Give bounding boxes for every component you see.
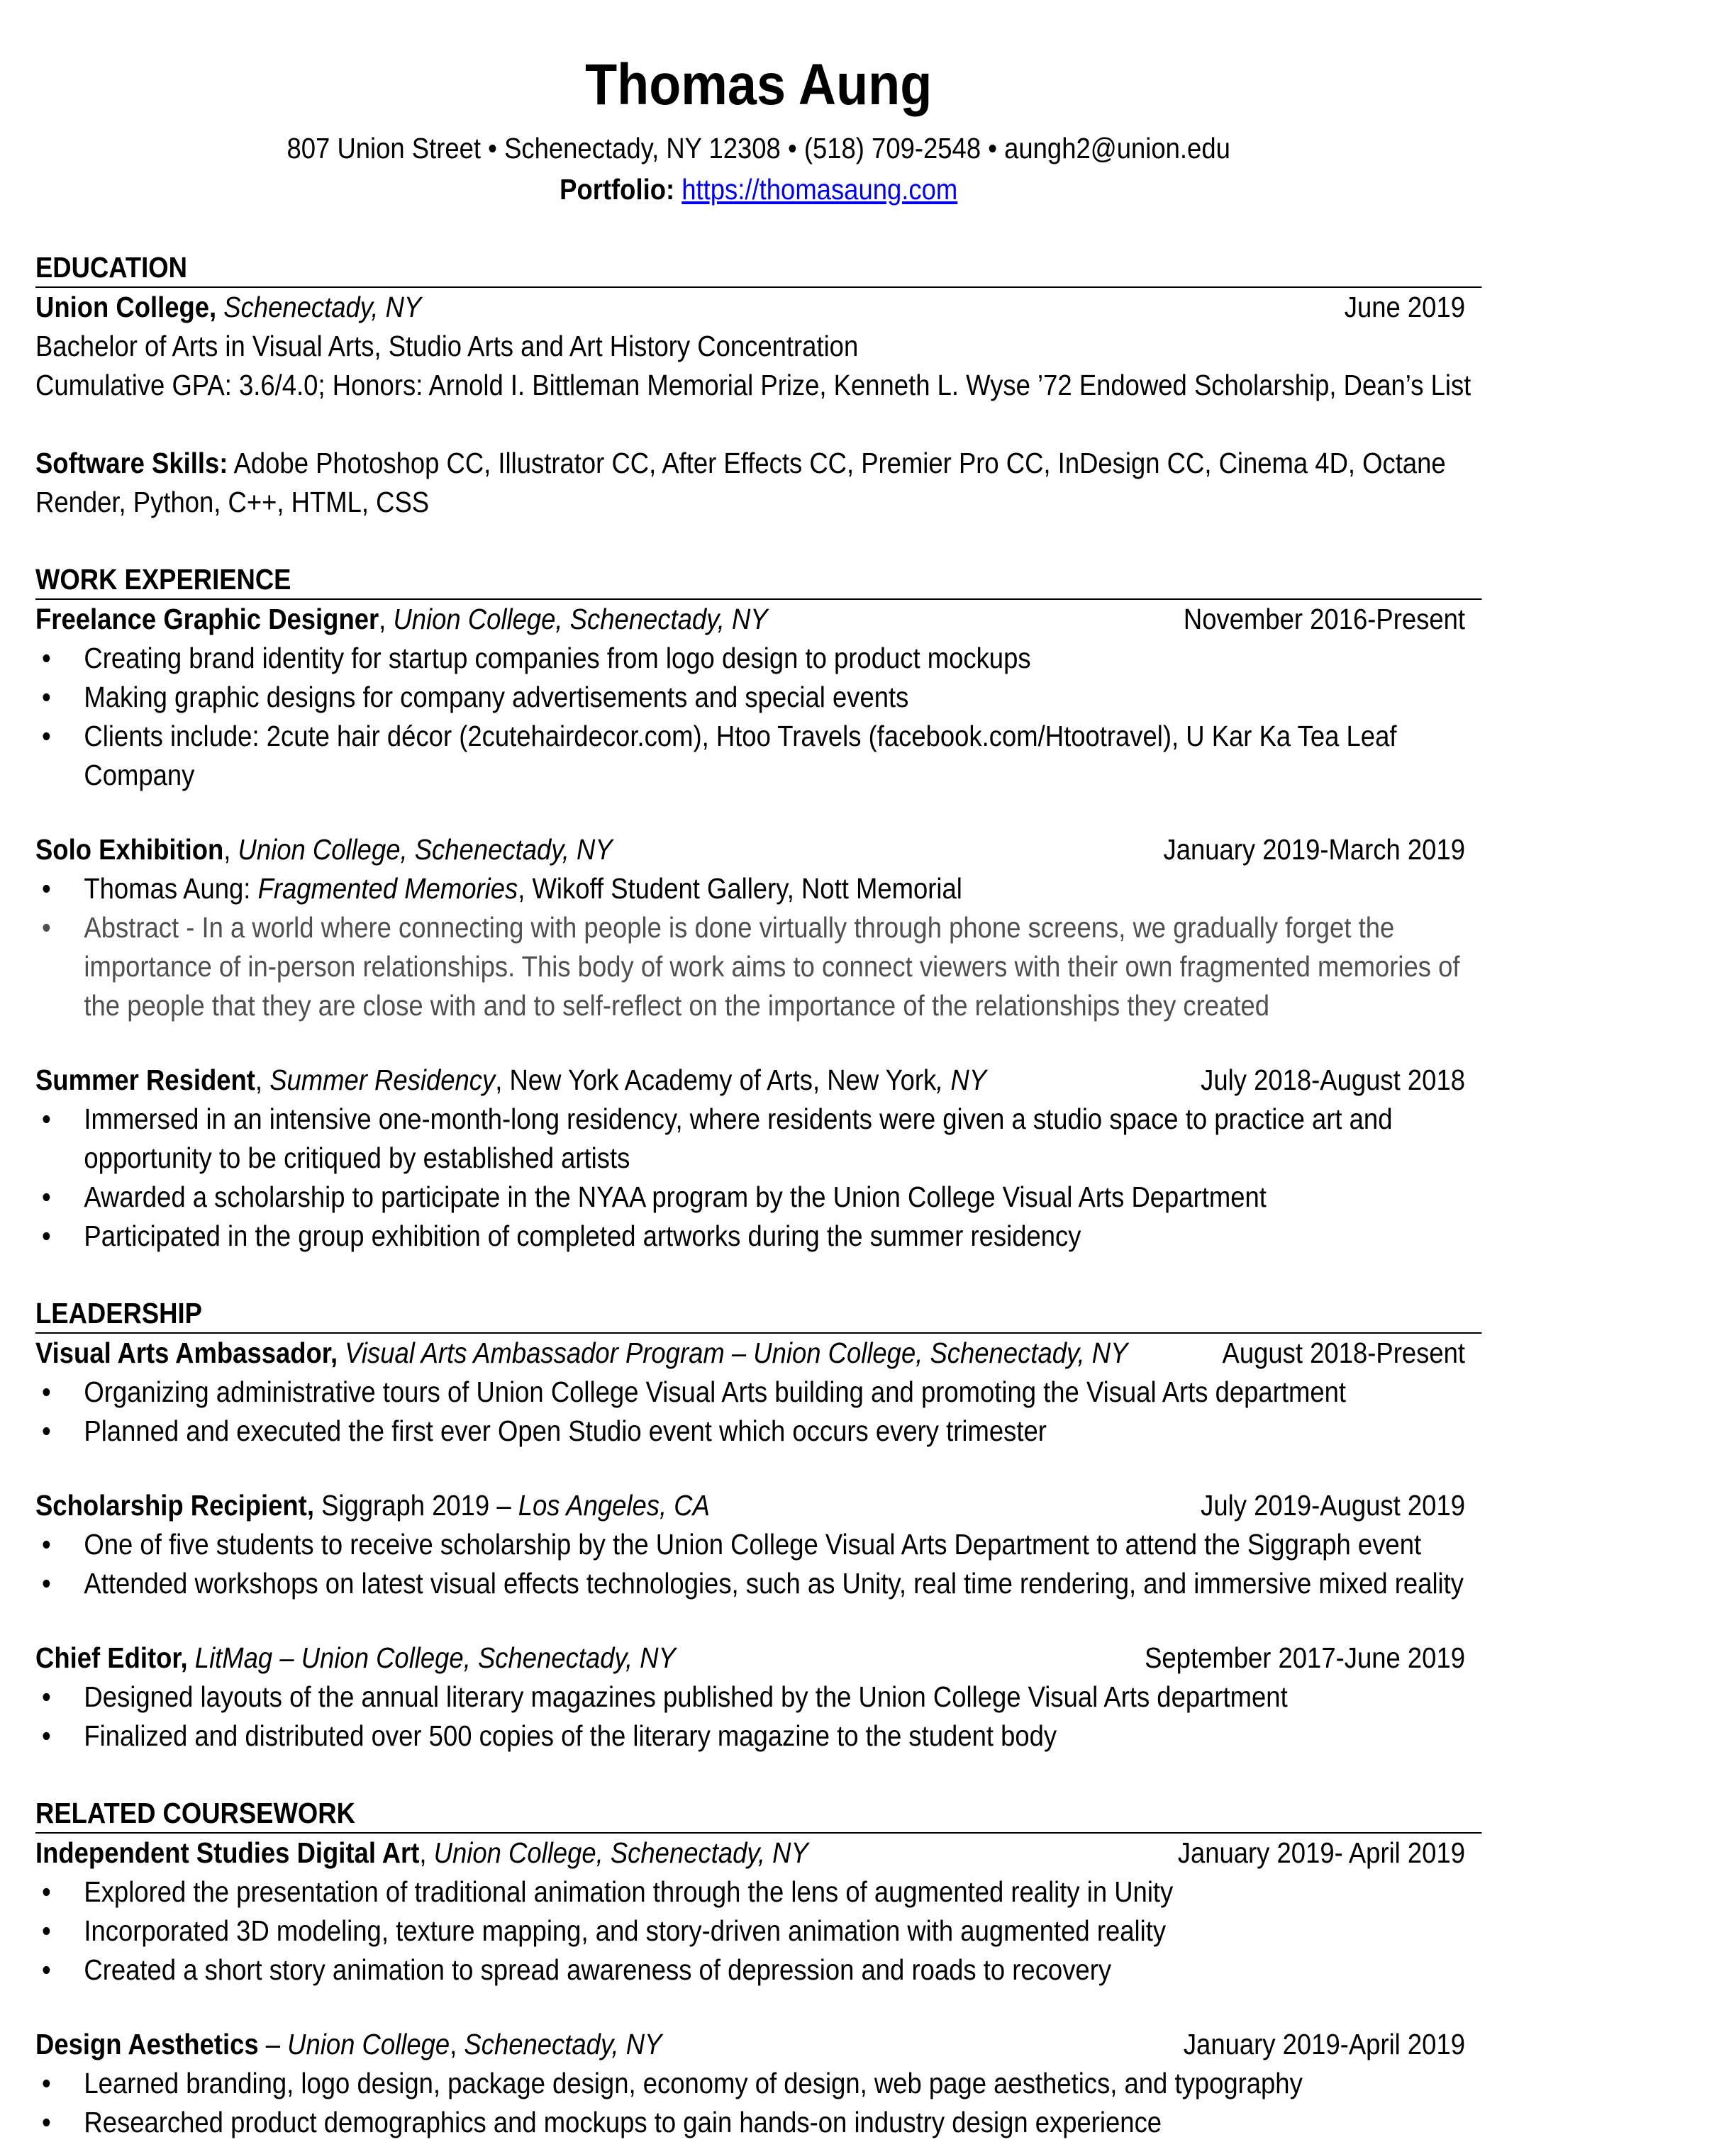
coursework-entry-design-aesthetics — [35, 2025, 1481, 2142]
organization: LitMag – Union College, Schenectady, NY — [194, 1641, 676, 1674]
education-date: June 2019 — [1344, 291, 1465, 323]
list-item: • Researched product demographics and mockups to gain hands-on industry design experience — [35, 2103, 1481, 2142]
work-entry-summer-resident — [35, 1061, 1481, 1256]
role: Freelance Graphic Designer — [35, 603, 379, 635]
role: Scholarship Recipient, — [35, 1489, 314, 1522]
work-entry-solo-exhibition — [35, 830, 1481, 1025]
leadership-entry-chief-editor — [35, 1639, 1481, 1756]
resume-page — [35, 50, 1481, 2142]
bullet-list — [35, 2064, 1481, 2142]
organization-location: Schenectady, NY — [464, 2028, 662, 2060]
entry-role-org — [35, 1486, 710, 1525]
list-item: • Attended workshops on latest visual effects technologies, such as Unity, real time rendering, and immersive mixed reality — [35, 1564, 1481, 1603]
bullet-list — [35, 1678, 1481, 1756]
organization: Los Angeles, CA — [518, 1489, 710, 1522]
separator: , — [419, 1836, 434, 1869]
bullet-list — [35, 1525, 1481, 1603]
section-title-work-experience: WORK EXPERIENCE — [35, 560, 1481, 600]
list-item: • One of five students to receive scholarship by the Union College Visual Arts Department to attend the Siggraph event — [35, 1525, 1481, 1564]
list-item: • Planned and executed the first ever Open Studio event which occurs every trimester — [35, 1412, 1481, 1451]
coursework-entry-independent-studies — [35, 1834, 1481, 1990]
entry-date: July 2018-August 2018 — [1201, 1064, 1465, 1096]
list-item: • Awarded a scholarship to participate in the NYAA program by the Union College Visual Arts Department — [35, 1178, 1481, 1217]
organization-state: , NY — [936, 1064, 987, 1096]
list-item: • Abstract - In a world where connecting with people is done virtually through phone screens, we gradually forget the importance of in-person relationships. This body of work aims to connect viewers with their own fragmented memories of the people that they are close with and to self-reflect on the importance of the relationships they created — [35, 908, 1481, 1025]
education-institution — [35, 288, 421, 327]
gpa-honors: Cumulative GPA: 3.6/4.0; Honors: Arnold I. Bittleman Memorial Prize, Kenneth L. Wyse ’72 Endowed Scholarship, Dean’s List — [35, 369, 1471, 401]
skills-label: Software Skills: — [35, 447, 228, 479]
section-title-leadership: LEADERSHIP — [35, 1294, 1481, 1334]
entry-header — [35, 2025, 1481, 2064]
bullet-list — [35, 869, 1481, 1025]
exhibition-title: Fragmented Memories — [257, 872, 518, 905]
course: Independent Studies Digital Art — [35, 1836, 420, 1869]
entry-role-org — [35, 830, 613, 869]
entry-date: August 2018-Present — [1222, 1337, 1465, 1369]
entry-date: January 2019-March 2019 — [1163, 833, 1465, 866]
section-title-education: EDUCATION — [35, 248, 1481, 288]
entry-header — [35, 1834, 1481, 1873]
list-item: • Finalized and distributed over 500 copies of the literary magazine to the student body — [35, 1717, 1481, 1756]
entry-role-org — [35, 1061, 986, 1100]
leadership-entry-ambassador — [35, 1334, 1481, 1451]
entry-header — [35, 830, 1481, 869]
list-item: • Designed layouts of the annual literary magazines published by the Union College Visual Arts department — [35, 1678, 1481, 1717]
role: Chief Editor, — [35, 1641, 188, 1674]
education-entry-header — [35, 288, 1481, 327]
degree: Bachelor of Arts in Visual Arts, Studio Arts and Art History Concentration — [35, 330, 859, 362]
list-item: • Learned branding, logo design, package design, economy of design, web page aesthetics, and typography — [35, 2064, 1481, 2103]
leadership-entry-scholarship — [35, 1486, 1481, 1603]
list-item: • Organizing administrative tours of Union College Visual Arts building and promoting the Visual Arts department — [35, 1373, 1481, 1412]
bullet-list — [35, 639, 1481, 795]
role: Solo Exhibition — [35, 833, 224, 866]
portfolio-link[interactable]: https://thomasaung.com — [681, 173, 958, 206]
entry-header — [35, 1061, 1481, 1100]
entry-role-org — [35, 600, 768, 639]
separator: , — [450, 2028, 464, 2060]
candidate-name: Thomas Aung — [585, 52, 933, 117]
entry-role-org — [35, 2025, 662, 2064]
entry-date: November 2016-Present — [1183, 603, 1465, 635]
exhibition-venue: , Wikoff Student Gallery, Nott Memorial — [518, 872, 962, 905]
skills-list: Adobe Photoshop CC, Illustrator CC, After Effects CC, Premier Pro CC, InDesign CC, Cinema 4D, Octane Render, Python, C++, HTML, CSS — [35, 447, 1446, 518]
list-item: • Created a short story animation to spread awareness of depression and roads to recovery — [35, 1951, 1481, 1990]
entry-role-org — [35, 1834, 808, 1873]
entry-date: January 2019-April 2019 — [1183, 2028, 1465, 2060]
bullet-list — [35, 1873, 1481, 1990]
bullet-list — [35, 1373, 1481, 1451]
organization: Union College, Schenectady, NY — [238, 833, 613, 866]
entry-date: July 2019-August 2019 — [1201, 1489, 1465, 1522]
organization: Summer Residency — [269, 1064, 496, 1096]
organization: Union College, Schenectady, NY — [433, 1836, 808, 1869]
list-item — [35, 869, 1481, 908]
list-item: • Creating brand identity for startup companies from logo design to product mockups — [35, 639, 1481, 678]
portfolio-line — [35, 169, 1481, 210]
contact-line: 807 Union Street • Schenectady, NY 12308 • (518) 709-2548 • aungh2@union.edu — [286, 132, 1230, 164]
work-entry-freelance — [35, 600, 1481, 795]
course: Design Aesthetics — [35, 2028, 259, 2060]
organization: Union College — [287, 2028, 450, 2060]
separator: , — [255, 1064, 270, 1096]
entry-role-org — [35, 1334, 1128, 1373]
separator: – — [258, 2028, 288, 2060]
organization: Visual Arts Ambassador Program – Union College, Schenectady, NY — [345, 1337, 1128, 1369]
separator: , — [379, 603, 394, 635]
organization-plain: Siggraph 2019 – — [321, 1489, 518, 1522]
organization: Union College, Schenectady, NY — [393, 603, 768, 635]
role: Visual Arts Ambassador, — [35, 1337, 338, 1369]
entry-date: January 2019- April 2019 — [1177, 1836, 1465, 1869]
list-item: • Participated in the group exhibition of completed artworks during the summer residency — [35, 1217, 1481, 1256]
organization-rest: , New York Academy of Arts, New York — [495, 1064, 937, 1096]
list-item: • Making graphic designs for company advertisements and special events — [35, 678, 1481, 717]
list-item: • Incorporated 3D modeling, texture mapping, and story-driven animation with augmented reality — [35, 1912, 1481, 1951]
entry-date: September 2017-June 2019 — [1145, 1641, 1465, 1674]
list-item: • Immersed in an intensive one-month-long residency, where residents were given a studio space to practice art and opportunity to be critiqued by established artists — [35, 1100, 1481, 1178]
section-title-related-coursework: RELATED COURSEWORK — [35, 1794, 1481, 1834]
exhibition-prefix: Thomas Aung: — [84, 872, 258, 905]
entry-header — [35, 1334, 1481, 1373]
school-name: Union College, — [35, 291, 217, 323]
entry-header — [35, 1486, 1481, 1525]
list-item: • Clients include: 2cute hair décor (2cutehairdecor.com), Htoo Travels (facebook.com/Htootravel), U Kar Ka Tea Leaf Company — [35, 717, 1481, 795]
portfolio-label: Portfolio: — [560, 173, 675, 206]
separator: , — [223, 833, 238, 866]
list-item: • Explored the presentation of traditional animation through the lens of augmented reality in Unity — [35, 1873, 1481, 1912]
bullet-list — [35, 1100, 1481, 1256]
entry-header — [35, 600, 1481, 639]
entry-role-org — [35, 1639, 676, 1678]
school-location: Schenectady, NY — [223, 291, 422, 323]
software-skills — [35, 444, 1481, 522]
entry-header — [35, 1639, 1481, 1678]
role: Summer Resident — [35, 1064, 255, 1096]
